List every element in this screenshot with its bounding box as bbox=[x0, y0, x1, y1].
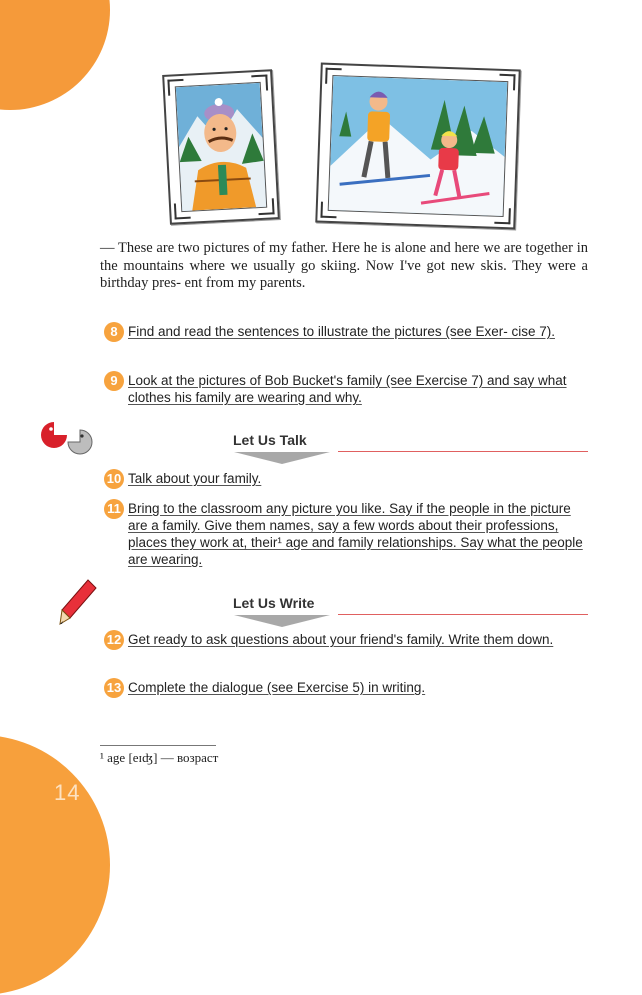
photo-father-portrait bbox=[162, 69, 280, 225]
write-section-icon bbox=[58, 578, 98, 631]
section-heading-talk: Let Us Talk bbox=[233, 432, 307, 448]
exercise-12 bbox=[104, 631, 584, 648]
section-rule-write bbox=[338, 614, 588, 615]
corner-decoration-top bbox=[0, 0, 110, 110]
page-number: 14 bbox=[54, 780, 81, 805]
exercise-text: Complete the dialogue (see Exercise 5) in writing. bbox=[128, 680, 426, 695]
photo-corner bbox=[499, 74, 516, 91]
photo-corner bbox=[167, 79, 184, 96]
exercise-number-badge: 10 bbox=[104, 469, 124, 489]
exercise-13 bbox=[104, 679, 584, 696]
exercise-number-badge: 9 bbox=[104, 371, 124, 391]
section-arrow-write bbox=[234, 615, 330, 627]
photo-corner bbox=[325, 68, 342, 85]
photo-corner bbox=[320, 202, 337, 219]
footnote-divider bbox=[100, 745, 216, 746]
photo-father-portrait-image bbox=[175, 82, 267, 212]
exercise-text: Find and read the sentences to illustrate the pictures (see Exer- cise 7). bbox=[128, 324, 555, 339]
exercise-11 bbox=[104, 500, 584, 568]
photo-corner bbox=[494, 208, 511, 225]
exercise-number-badge: 12 bbox=[104, 630, 124, 650]
corner-decoration-bottom bbox=[0, 735, 110, 995]
exercise-text: Talk about your family. bbox=[128, 471, 262, 486]
photo-skiing bbox=[315, 63, 520, 230]
exercise-text: Look at the pictures of Bob Bucket's family (see Exercise 7) and say what clothes his family are wearing and why. bbox=[128, 373, 567, 405]
pencil-icon bbox=[58, 578, 98, 626]
section-heading-write: Let Us Write bbox=[233, 595, 315, 611]
exercise-10 bbox=[104, 470, 584, 487]
section-rule-talk bbox=[338, 451, 588, 452]
exercise-number-badge: 11 bbox=[104, 499, 124, 519]
exercise-9 bbox=[104, 372, 584, 406]
talk-section-icon bbox=[40, 420, 96, 461]
photo-corner bbox=[258, 198, 275, 215]
exercise-text: Bring to the classroom any picture you like. Say if the people in the picture are a family. Give them names, say a few words about their professions, places they work at, their¹ age and family relationships. Say what the people are wearing. bbox=[128, 501, 583, 567]
exercise-number-badge: 13 bbox=[104, 678, 124, 698]
exercise-number-badge: 8 bbox=[104, 322, 124, 342]
speech-faces-icon bbox=[40, 420, 96, 456]
photo-corner bbox=[174, 203, 191, 220]
exercise-8 bbox=[104, 323, 584, 340]
exercise-text: Get ready to ask questions about your friend's family. Write them down. bbox=[128, 632, 554, 647]
photo-corner bbox=[251, 74, 268, 91]
section-arrow-talk bbox=[234, 452, 330, 464]
photo-skiing-image bbox=[328, 75, 509, 217]
footnote: ¹ age [eɪʤ] — возраст bbox=[100, 750, 219, 765]
narrative-paragraph: — These are two pictures of my father. Here he is alone and here we are together in the mountains where we usually go skiing. Now I've got new skis. They were a birthday pres- ent from my parents. bbox=[100, 240, 588, 291]
